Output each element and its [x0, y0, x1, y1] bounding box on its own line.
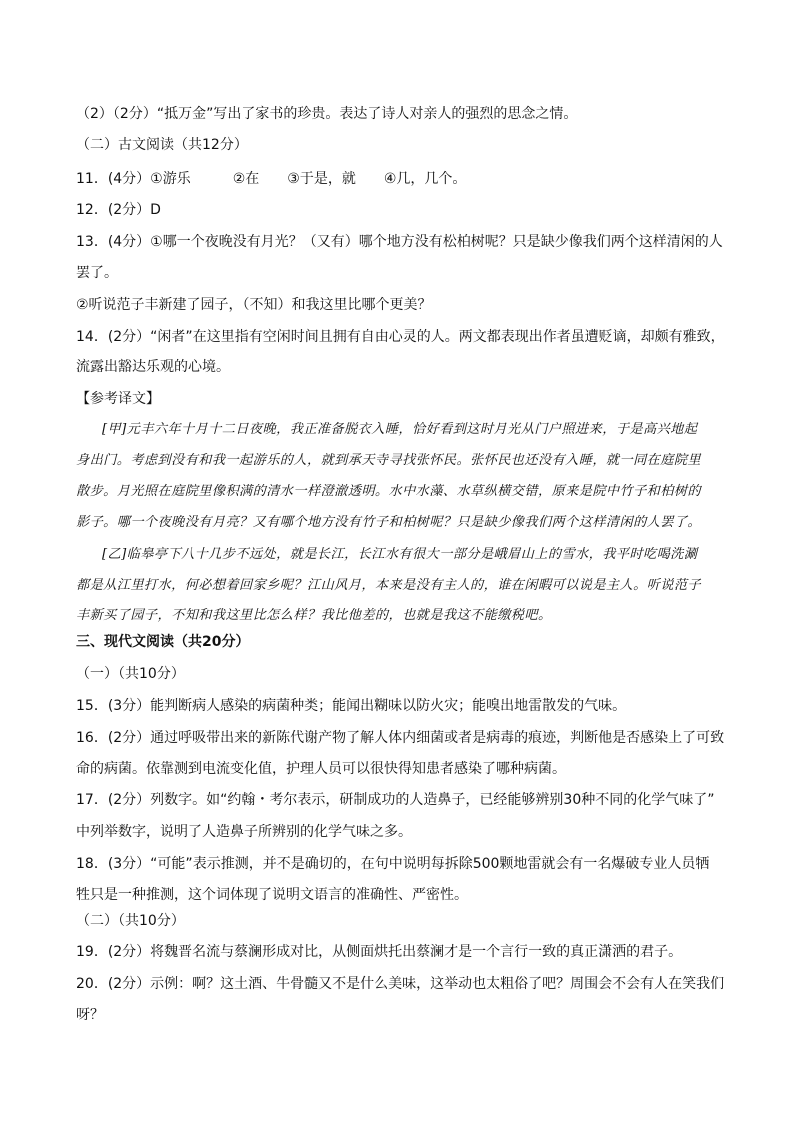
translation-yi-line-1: [乙]临皋亭下八十几步不远处，就是长江，长江水有很大一部分是峨眉山上的雪水，我平时吃喝洗涮	[102, 547, 698, 562]
answer-20-line-2: 呀？	[76, 1007, 104, 1023]
answer-13-part-2: ②听说范子丰新建了园子，（不知）和我这里比哪个更美？	[76, 297, 432, 313]
section-classical-reading: （二）古文阅读（共12分）	[76, 137, 248, 153]
answer-15: 15．(3分）能判断病人感染的病菌种类；能闻出糊味以防火灾；能嗅出地雷散发的气味。	[76, 698, 627, 714]
answer-17-line-2: 中列举数字，说明了人造鼻子所辨别的化学气味之多。	[76, 824, 412, 840]
answer-16-line-2: 命的病菌。依靠测到电流变化值，护理人员可以很快得知患者感染了哪种病菌。	[76, 761, 566, 777]
reference-translation-heading: 【参考译文】	[76, 391, 160, 407]
translation-yi-line-2: 都是从江里打水，何必想着回家乡呢？江山风月，本来是没有主人的，谁在闲暇可以说是主人。听说范子	[76, 578, 702, 593]
subsection-one: （一）（共10分）	[76, 666, 185, 682]
answer-13-line-2: 罢了。	[76, 265, 118, 281]
answer-14-line-1: 14．(2分）“闲者”在这里指有空闲时间且拥有自由心灵的人。两文都表现出作者虽遭贬谪，却颇有雅致，	[76, 329, 725, 345]
answer-17-line-1: 17．(2分）列数字。如“约翰・考尔表示，研制成功的人造鼻子，已经能够辨别30种不同的化学气味了”	[76, 792, 715, 808]
answer-11: 11．(4分）①游乐 ②在 ③于是，就 ④几，几个。	[76, 171, 467, 187]
answer-14-line-2: 流露出豁达乐观的心境。	[76, 359, 230, 375]
translation-jia-line-1: [甲]元丰六年十月十二日夜晚，我正准备脱衣入睡，恰好看到这时月光从门户照进来，于是高兴地起	[102, 422, 698, 437]
translation-jia-line-3: 散步。月光照在庭院里像积满的清水一样澄澈透明。水中水藻、水草纵横交错，原来是院中竹子和柏树的	[76, 484, 702, 499]
translation-jia-line-2: 身出门。考虑到没有和我一起游乐的人，就到承天寺寻找张怀民。张怀民也还没有入睡，就一同在庭院里	[76, 453, 702, 468]
answer-18-line-2: 牲只是一种推测，这个词体现了说明文语言的准确性、严密性。	[76, 887, 468, 903]
answer-20-line-1: 20．(2分）示例：啊？这土酒、牛骨髓又不是什么美味，这举动也太粗俗了吧？周围会不会有人在笑我们	[76, 976, 725, 992]
translation-jia-line-4: 影子。哪一个夜晚没有月亮？又有哪个地方没有竹子和柏树呢？只是缺少像我们两个这样清闲的人罢了。	[76, 515, 702, 530]
answer-13-line-1: 13．(4分）①哪一个夜晚没有月光？（又有）哪个地方没有松柏树呢？只是缺少像我们两个这样清闲的人	[76, 234, 723, 250]
answer-18-line-1: 18．(3分）“可能”表示推测，并不是确切的，在句中说明每拆除500颗地雷就会有一名爆破专业人员牺	[76, 856, 710, 872]
subsection-two: （二）（共10分）	[76, 913, 185, 929]
answer-poem-2: （2）（2分）“抵万金”写出了家书的珍贵。表达了诗人对亲人的强烈的思念之情。	[76, 106, 578, 122]
section-modern-reading: 三、现代文阅读（共20分）	[76, 634, 250, 650]
translation-yi-line-3: 丰新买了园子，不知和我这里比怎么样？我比他差的，也就是我这不能缴税吧。	[76, 608, 552, 623]
answer-12: 12．(2分）D	[76, 202, 161, 218]
answer-19: 19．(2分）将魏晋名流与蔡澜形成对比，从侧面烘托出蔡澜才是一个言行一致的真正潇洒的君子。	[76, 944, 683, 960]
answer-16-line-1: 16．(2分）通过呼吸带出来的新陈代谢产物了解人体内细菌或者是病毒的痕迹，判断他是否感染上了可致	[76, 730, 725, 746]
